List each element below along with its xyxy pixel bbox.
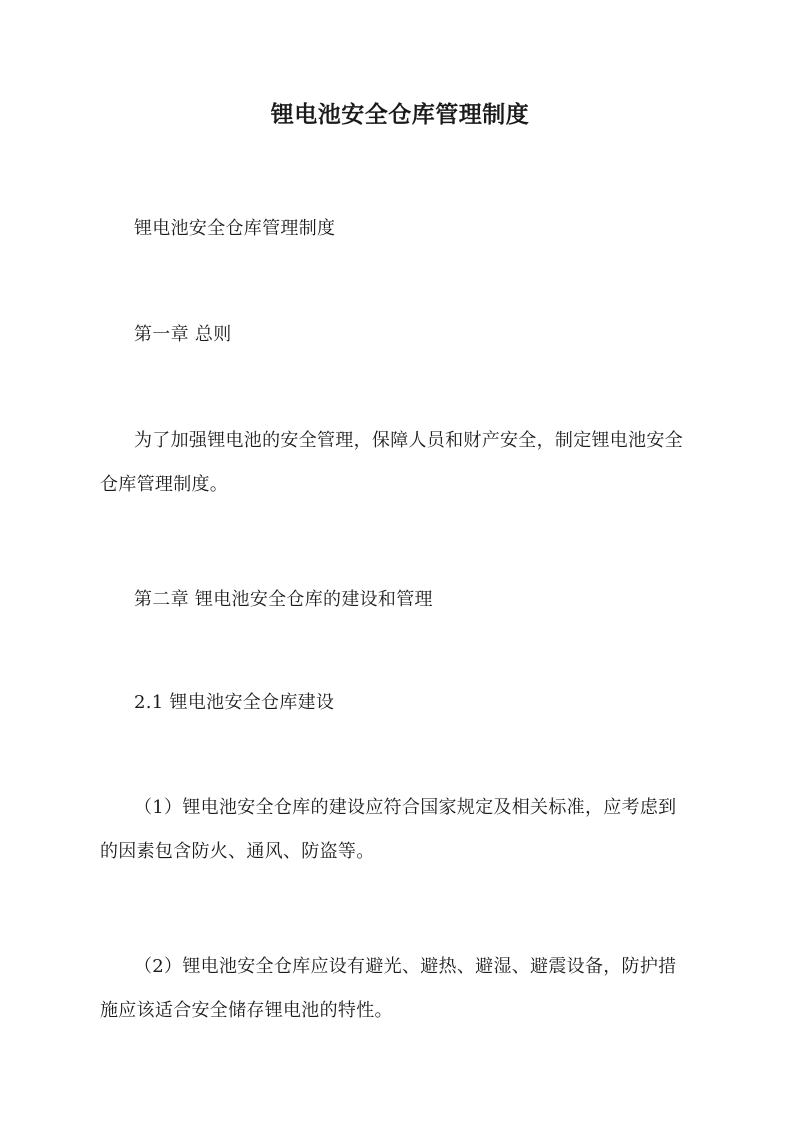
paragraph-item-1	[100, 786, 700, 874]
paragraph-line: 第一章 总则	[134, 324, 232, 345]
paragraph-chapter-1	[100, 313, 700, 357]
document-title: 锂电池安全仓库管理制度	[270, 101, 530, 128]
paragraph-line: 锂电池安全仓库管理制度	[134, 218, 336, 239]
paragraph-line: （1）锂电池安全仓库的建设应符合国家规定及相关标准，应考虑到	[134, 797, 677, 818]
paragraph-line: 第二章 锂电池安全仓库的建设和管理	[134, 589, 433, 610]
paragraph-item-2	[100, 945, 700, 1033]
paragraph-chapter-2	[100, 578, 700, 622]
paragraph-line: 仓库管理制度。	[100, 474, 229, 495]
paragraph-subtitle	[100, 207, 700, 251]
paragraph-line: （2）锂电池安全仓库应设有避光、避热、避湿、避震设备，防护措	[134, 956, 677, 977]
paragraph-section-2-1	[100, 681, 700, 725]
paragraph-line: 的因素包含防火、通风、防盗等。	[100, 841, 375, 862]
paragraph-line: 为了加强锂电池的安全管理，保障人员和财产安全，制定锂电池安全	[134, 430, 683, 451]
paragraph-line: 2.1 锂电池安全仓库建设	[134, 692, 335, 713]
paragraph-purpose	[100, 419, 700, 507]
paragraph-line: 施应该适合安全储存锂电池的特性。	[100, 1000, 393, 1021]
